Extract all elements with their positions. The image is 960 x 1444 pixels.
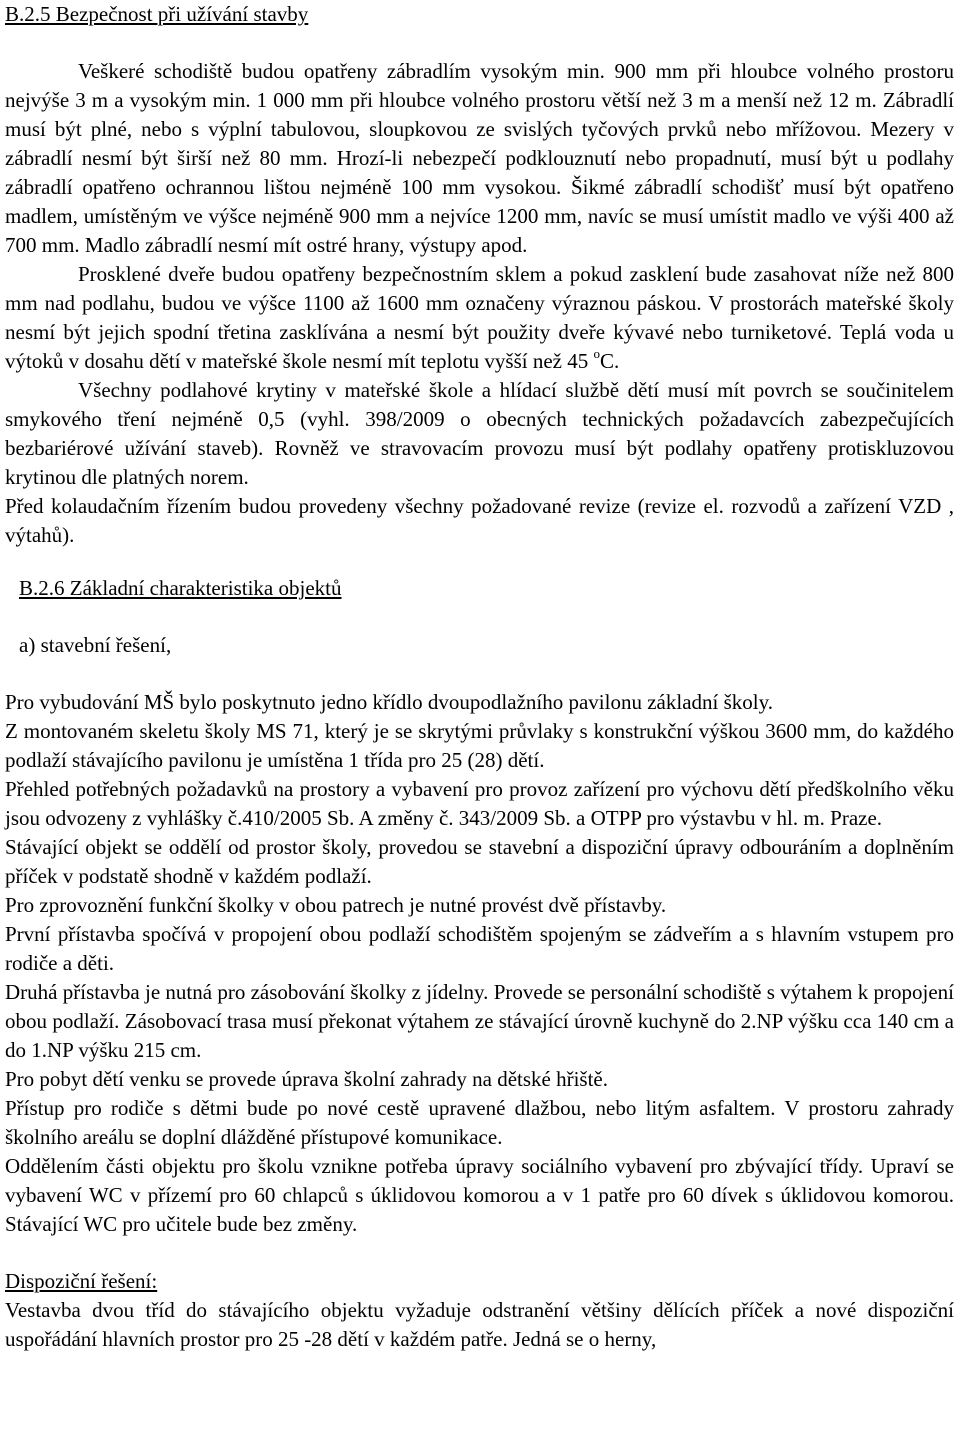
spacer	[5, 660, 954, 688]
spacer	[5, 550, 954, 574]
paragraph: Přístup pro rodiče s dětmi bude po nové cestě upravené dlažbou, nebo litým asfaltem. V prostoru zahrady školního areálu se doplní dlážděné přístupové komunikace.	[5, 1096, 954, 1149]
subheading-layout: Dispoziční řešení:	[5, 1269, 158, 1293]
paragraph: Oddělením části objektu pro školu vznikne potřeba úpravy sociálního vybavení pro zbývající třídy. Upraví se vybavení WC v přízemí pro 60 chlapců s úklidovou komorou a v 1 patře pro 60 dívek s úklidovou komorou. Stávající WC pro učitele bude bez změny.	[5, 1154, 954, 1236]
paragraph: Stávající objekt se oddělí od prostor školy, provedou se stavební a dispoziční úpravy odbouráním a doplněním příček v podstatě shodně v každém podlaží.	[5, 835, 954, 888]
section-heading-b25: B.2.5 Bezpečnost při užívání stavby	[5, 2, 309, 26]
paragraph-railings: Veškeré schodiště budou opatřeny zábradlím vysokým min. 900 mm při hloubce volného prostoru nejvýše 3 m a vysokým min. 1 000 mm při hloubce volného prostoru větší než 3 m a menší než 12 m. Zábradlí musí být plné, nebo s výplní tabulovou, sloupkovou ze svislých tyčových prvků nebo mřížovou. Mezery v zábradlí nesmí být širší než 80 mm. Hrozí-li nebezpečí podklouznutí nebo propadnutí, musí být u podlahy zábradlí opatřeno ochrannou lištou nejméně 100 mm vysokou. Šikmé zábradlí schodišť musí být opatřeno madlem, umístěným ve výšce nejméně 900 mm a nejvíce 1200 mm, navíc se musí umístit madlo ve výši 400 až 700 mm. Madlo zábradlí nesmí mít ostré hrany, výstupy apod.	[5, 59, 954, 257]
degree-superscript: o	[593, 346, 601, 361]
paragraph: Pro pobyt dětí venku se provede úprava školní zahrady na dětské hřiště.	[5, 1067, 609, 1091]
paragraph-inspections: Před kolaudačním řízením budou provedeny všechny požadované revize (revize el. rozvodů a zařízení VZD , výtahů).	[5, 494, 954, 547]
spacer	[5, 603, 954, 631]
paragraph-layout: Vestavba dvou tříd do stávajícího objektu vyžaduje odstranění většiny dělících příček a nové dispoziční uspořádání hlavních prostor pro 25 -28 dětí v každém patře. Jedná se o herny,	[5, 1298, 954, 1351]
section-heading-b26: B.2.6 Základní charakteristika objektů	[19, 576, 342, 600]
paragraph-glazed-doors-text: Prosklené dveře budou opatřeny bezpečnostním sklem a pokud zasklení bude zasahovat níže než 800 mm nad podlahu, budou ve výšce 1100 až 1600 mm označeny výraznou páskou. V prostorách mateřské školy nesmí být jejich spodní třetina zasklívána a nesmí být použity dveře kývavé nebo turniketové. Teplá voda u výtoků v dosahu dětí v mateřské škole nesmí mít teplotu vyšší než 45	[5, 262, 954, 373]
paragraph-glazed-doors-end: C.	[600, 349, 620, 373]
paragraph: Pro vybudování MŠ bylo poskytnuto jedno křídlo dvoupodlažního pavilonu základní školy.	[5, 690, 773, 714]
paragraph: Přehled potřebných požadavků na prostory a vybavení pro provoz zařízení pro výchovu dětí předškolního věku jsou odvozeny z vyhlášky č.410/2005 Sb. A změny č. 343/2009 Sb. a OTPP pro výstavbu v hl. m. Praze.	[5, 777, 954, 830]
paragraph: Pro zprovoznění funkční školky v obou patrech je nutné provést dvě přístavby.	[5, 893, 667, 917]
paragraph: První přístavba spočívá v propojení obou podlaží schodištěm spojeným se zádveřím a s hlavním vstupem pro rodiče a děti.	[5, 922, 954, 975]
paragraph-floor-coverings: Všechny podlahové krytiny v mateřské škole a hlídací službě dětí musí mít povrch se součinitelem smykového tření nejméně 0,5 (vyhl. 398/2009 o obecných technických požadavcích zabezpečujících bezbariérové užívání staveb). Rovněž ve stravovacím provozu musí být podlahy opatřeny protiskluzovou krytinou dle platných norem.	[5, 378, 954, 489]
spacer	[5, 29, 954, 57]
construction-paragraphs	[5, 688, 954, 1239]
subheading-construction: a) stavební řešení,	[19, 633, 172, 657]
paragraph: Z montovaném skeletu školy MS 71, který je se skrytými průvlaky s konstrukční výškou 3600 mm, do každého podlaží stávajícího pavilonu je umístěna 1 třída pro 25 (28) dětí.	[5, 719, 954, 772]
spacer	[5, 1239, 954, 1267]
paragraph-glazed-doors	[5, 260, 954, 376]
paragraph: Druhá přístavba je nutná pro zásobování školky z jídelny. Provede se personální schodiště s výtahem k propojení obou podlaží. Zásobovací trasa musí překonat výtahem ze stávající úrovně kuchyně do 2.NP výšku cca 140 cm a do 1.NP výšku 215 cm.	[5, 980, 954, 1062]
